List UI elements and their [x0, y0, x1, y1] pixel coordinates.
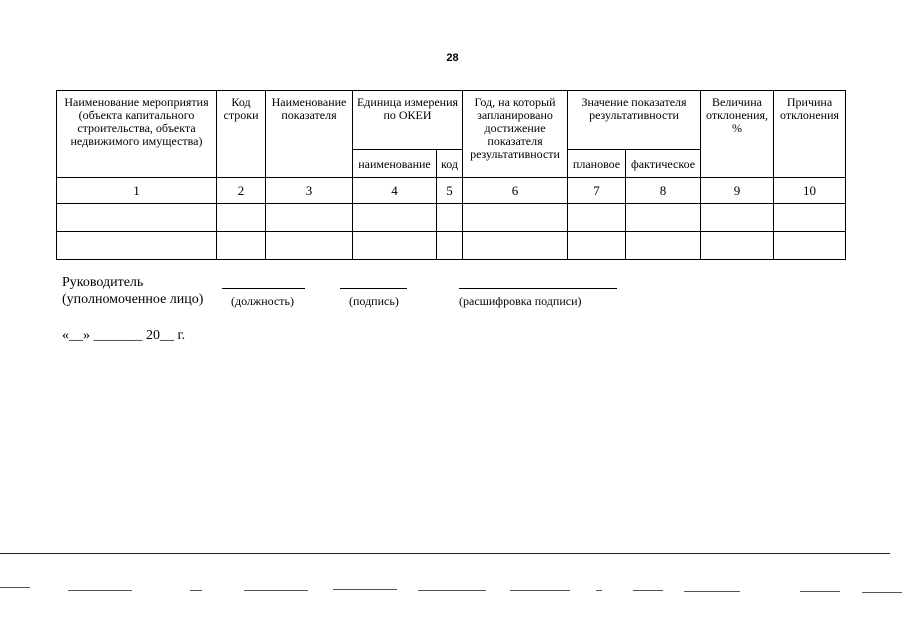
empty-cell[interactable] — [437, 232, 463, 260]
header-deviation-reason: Причина отклонения — [774, 91, 846, 178]
empty-cell[interactable] — [57, 204, 217, 232]
empty-cell[interactable] — [626, 204, 701, 232]
header-indicator-name: Наименование показателя — [266, 91, 353, 178]
empty-cell[interactable] — [463, 204, 568, 232]
scan-artifact-line — [68, 590, 132, 591]
signatory-title: Руководитель — [62, 275, 144, 290]
scan-artifact-line — [684, 591, 740, 592]
empty-cell[interactable] — [701, 232, 774, 260]
scan-artifact-line — [596, 590, 602, 591]
scan-artifact-line — [418, 590, 486, 591]
sign-line[interactable] — [340, 288, 407, 289]
scan-artifact-line — [244, 590, 308, 591]
header-target-year: Год, на который запланировано достижение показателя результативности — [463, 91, 568, 178]
empty-cell[interactable] — [266, 232, 353, 260]
header-indicator-value: Значение показателя результативности — [568, 91, 701, 150]
column-number: 4 — [353, 178, 437, 204]
empty-cell[interactable] — [463, 232, 568, 260]
column-number: 3 — [266, 178, 353, 204]
position-label: (должность) — [231, 294, 294, 308]
empty-cell[interactable] — [774, 232, 846, 260]
column-number: 1 — [57, 178, 217, 204]
column-number: 10 — [774, 178, 846, 204]
empty-cell[interactable] — [57, 232, 217, 260]
scan-artifact-line — [510, 590, 570, 591]
column-number: 8 — [626, 178, 701, 204]
header-row-code: Код строки — [217, 91, 266, 178]
scan-artifact-line — [862, 592, 902, 593]
header-unit-code: код — [437, 150, 463, 178]
column-number: 9 — [701, 178, 774, 204]
sign-label: (подпись) — [349, 294, 399, 308]
decode-label: (расшифровка подписи) — [459, 294, 582, 308]
signatory-subtitle: (уполномоченное лицо) — [62, 292, 204, 307]
column-number: 2 — [217, 178, 266, 204]
column-number: 5 — [437, 178, 463, 204]
header-okei-unit: Единица измерения по ОКЕИ — [353, 91, 463, 150]
empty-cell[interactable] — [626, 232, 701, 260]
scan-artifact-line — [333, 589, 397, 590]
empty-cell[interactable] — [437, 204, 463, 232]
empty-cell[interactable] — [217, 204, 266, 232]
header-value-actual: фактическое — [626, 150, 701, 178]
empty-cell[interactable] — [568, 204, 626, 232]
header-value-planned: плановое — [568, 150, 626, 178]
table-row — [57, 232, 846, 260]
position-line[interactable] — [222, 288, 305, 289]
header-event-name: Наименование мероприятия (объекта капитального строительства, объекта недвижимого имущества) — [57, 91, 217, 178]
decode-line[interactable] — [459, 288, 617, 289]
scan-artifact-line — [0, 587, 30, 588]
empty-cell[interactable] — [353, 204, 437, 232]
scan-artifact-line — [190, 590, 202, 591]
empty-cell[interactable] — [353, 232, 437, 260]
column-number: 6 — [463, 178, 568, 204]
page-number: 28 — [446, 52, 459, 64]
column-number: 7 — [568, 178, 626, 204]
header-deviation-value: Величина отклонения, % — [701, 91, 774, 178]
empty-cell[interactable] — [701, 204, 774, 232]
scan-artifact-line — [800, 591, 840, 592]
empty-cell[interactable] — [568, 232, 626, 260]
empty-cell[interactable] — [266, 204, 353, 232]
column-number-row — [57, 178, 846, 204]
scan-artifact-line — [633, 590, 663, 591]
page-edge-line — [0, 553, 890, 554]
header-unit-name: наименование — [353, 150, 437, 178]
report-table — [56, 90, 846, 260]
empty-cell[interactable] — [217, 232, 266, 260]
date-line: «__» _______ 20__ г. — [62, 328, 186, 343]
table-row — [57, 204, 846, 232]
empty-cell[interactable] — [774, 204, 846, 232]
